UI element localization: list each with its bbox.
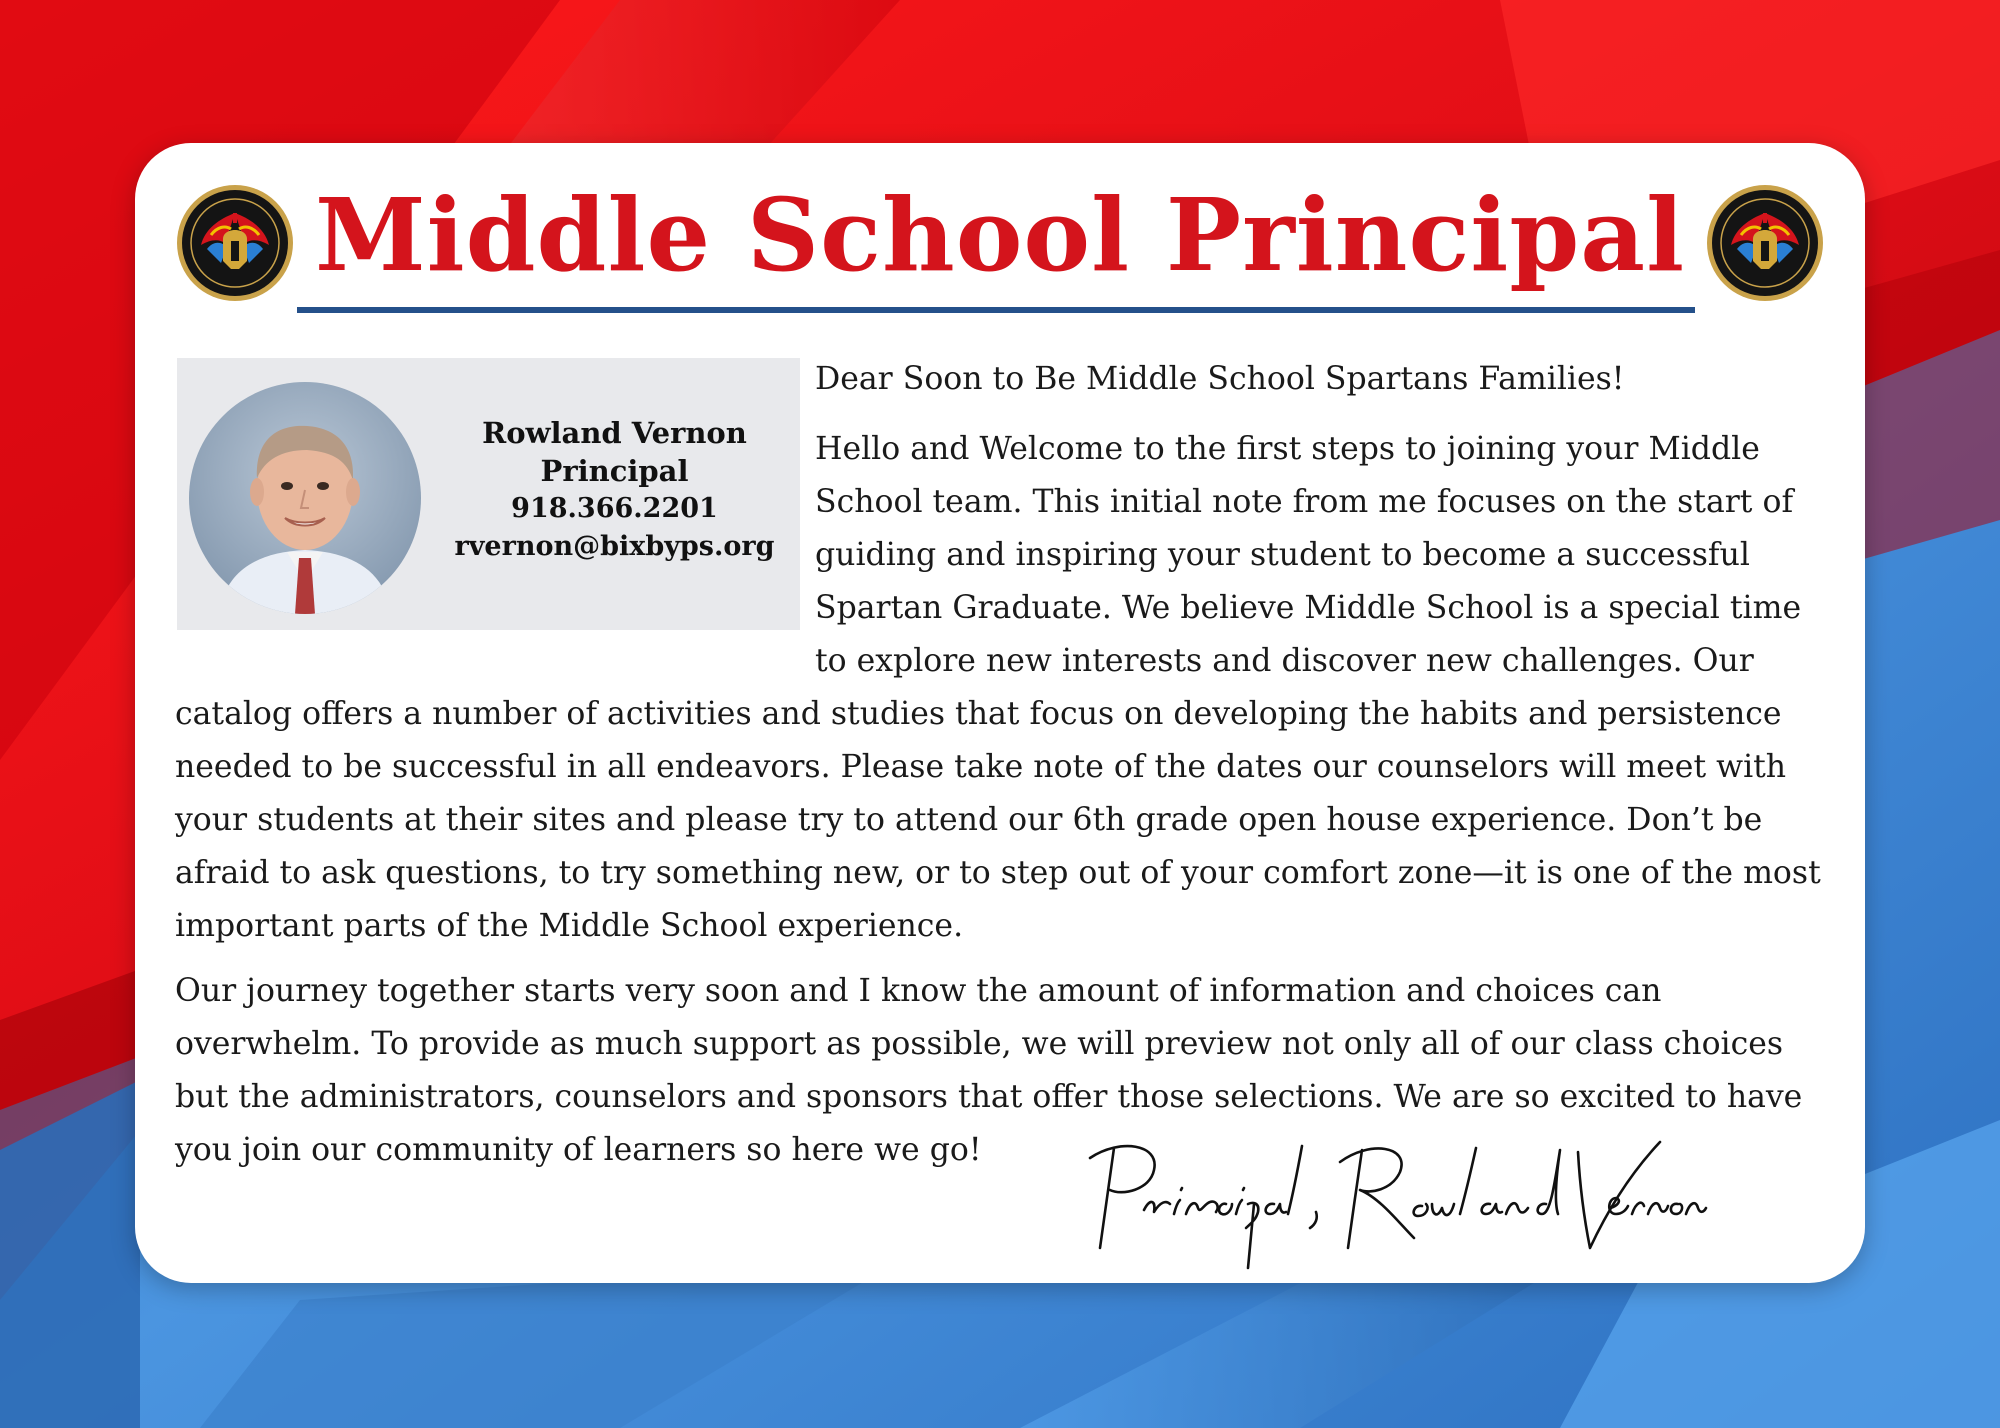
letter-greeting: Dear Soon to Be Middle School Spartans Families! [815,361,1625,397]
principal-contact-info [432,414,797,566]
letter-card [135,143,1865,1283]
principal-phone: 918.366.2201 [511,493,718,524]
principal-role: Principal [540,454,689,488]
title-divider [297,307,1695,313]
principal-portrait [189,382,421,614]
letter-paragraph-2: Our journey together starts very soon and I know the amount of information and choices can overwhelm. To provide as much support as possible, we will preview not only all of our class choices but the administrators, counselors and sponsors that offer those selections. We are so excited to have you join our community of learners so here we go! [175,973,1803,1168]
principal-email: rvernon@bixbyps.org [454,531,775,562]
principal-profile-card [177,358,800,630]
principal-name: Rowland Vernon [482,416,747,450]
letter-paragraph-1: Hello and Welcome to the first steps to joining your Middle School team. This initial note from me focuses on the start of guiding and inspiring your student to become a successful Spartan Graduate. We believe Middle School is a special time to explore new interests and discover new challenges. Our catalog offers a number of activities and studies that focus on developing the habits and persistence needed to be successful in all endeavors. Please take note of the dates our counselors will meet with your students at their sites and please try to attend our 6th grade open house experience. Don’t be afraid to ask questions, to try something new, or to step out of your comfort zone—it is one of the most important parts of the Middle School experience. [175,431,1821,944]
handwritten-signature [1070,1128,1710,1278]
page-title: Middle School Principal [314,176,1686,294]
